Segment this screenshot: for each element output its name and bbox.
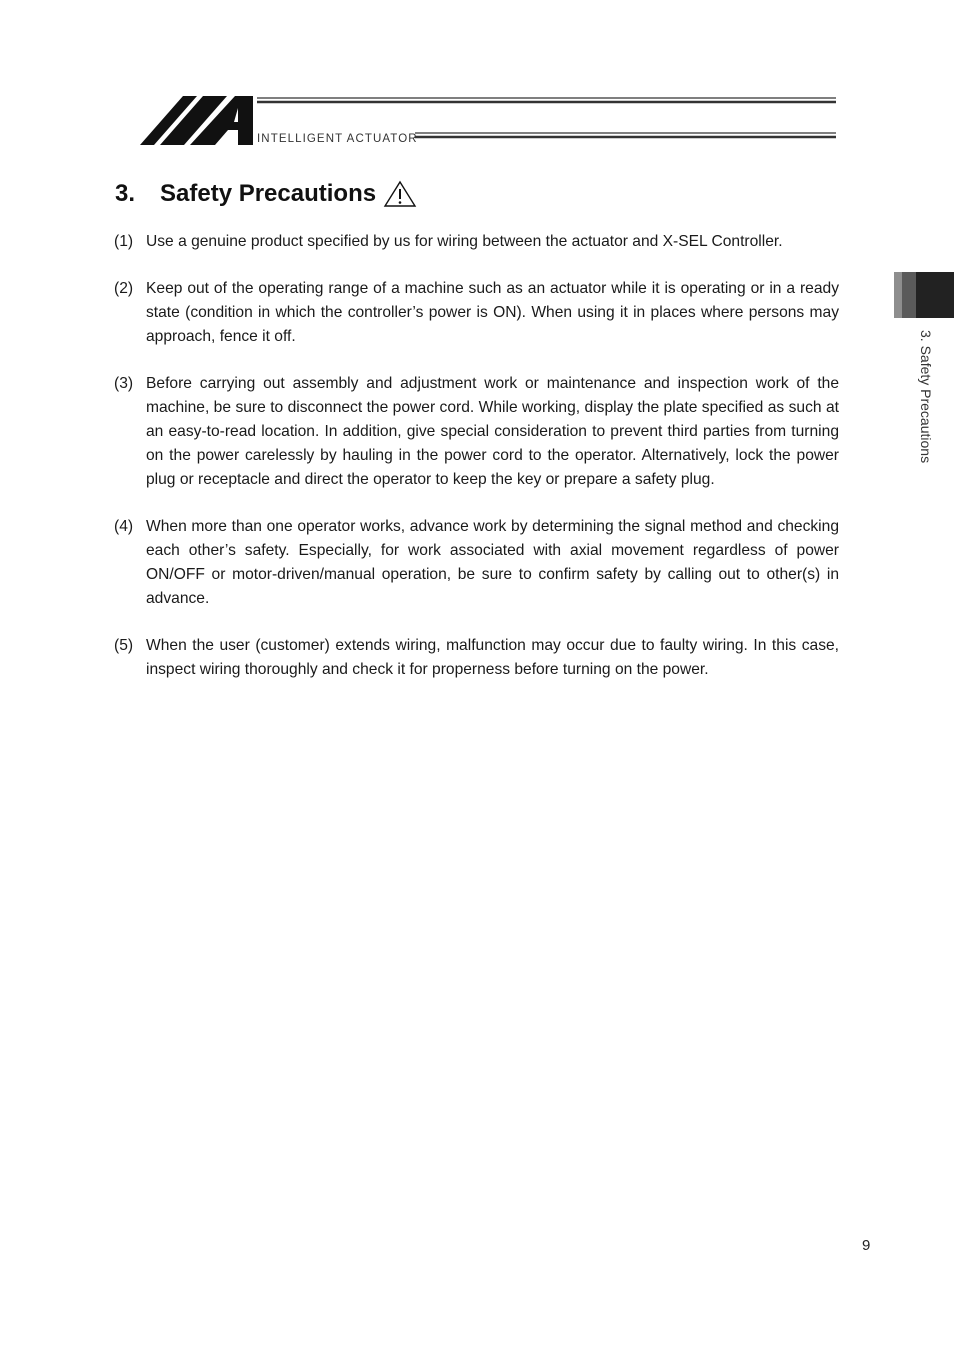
item-text: Keep out of the operating range of a machine such as an actuator while it is operating or in a ready state (condition in which the controller’s power is ON). When using it in places where persons may approach, fence it off.: [146, 280, 839, 345]
section-number: 3.: [115, 180, 136, 207]
item-index: (5): [114, 637, 134, 654]
brand-text: INTELLIGENT ACTUATOR: [257, 133, 418, 145]
item-index: (3): [114, 375, 134, 392]
tab-stripe-light: [894, 272, 902, 318]
page-number: 9: [862, 1237, 871, 1254]
chapter-tab-marker: [894, 272, 954, 318]
item-text: When the user (customer) extends wiring, malfunction may occur due to faulty wiring. In this case, inspect wiring thoroughly and check it for properness before turning on the power.: [146, 637, 839, 678]
item-text: Before carrying out assembly and adjustment work or maintenance and inspection work of the machine, be sure to disconnect the power cord. While working, display the plate specified as such at an easy-to-read location. In addition, give special consideration to prevent third parties from turning on the power carelessly by hauling in the power cord to the operator. Alternatively, lock the power plug or receptacle and direct the operator to keep the key or prepare a safety plug.: [146, 375, 839, 488]
section-title-text: Safety Precautions: [160, 180, 377, 207]
item-index: (1): [114, 233, 134, 250]
list-item: [114, 230, 839, 254]
chapter-tab-label: 3. Safety Precautions: [918, 330, 934, 464]
warning-triangle-icon: [383, 180, 417, 208]
item-text: When more than one operator works, advance work by determining the signal method and checking each other’s safety. Especially, for work associated with axial movement regardless of power ON/OFF or motor-driven/manual operation, be sure to confirm safety by calling out to other(s) in advance.: [146, 518, 839, 607]
tab-stripe-dark: [916, 272, 954, 318]
company-logo: [140, 96, 840, 148]
list-item: [114, 372, 839, 492]
iai-logo-mark: [140, 96, 840, 148]
list-item: [114, 515, 839, 611]
precautions-list: [114, 230, 839, 705]
section-title: [115, 180, 417, 208]
item-index: (4): [114, 518, 134, 535]
item-index: (2): [114, 280, 134, 297]
list-item: [114, 634, 839, 682]
tab-stripe-mid: [902, 272, 916, 318]
list-item: [114, 277, 839, 349]
item-text: Use a genuine product specified by us for wiring between the actuator and X-SEL Controller.: [146, 233, 783, 250]
